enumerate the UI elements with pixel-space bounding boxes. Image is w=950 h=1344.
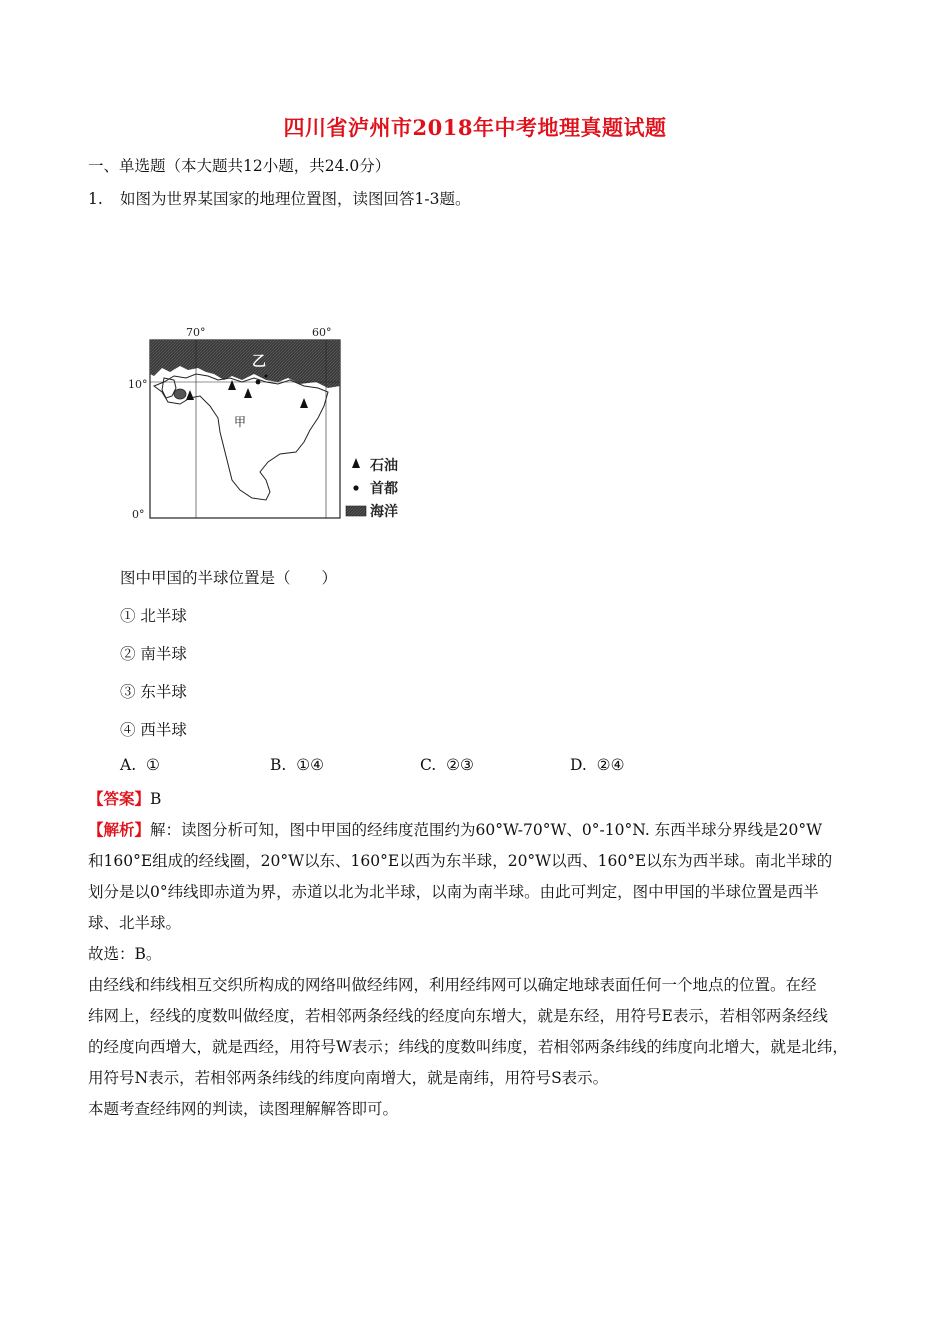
lat-label-0: 0° <box>132 508 145 521</box>
answer-tag: 【答案】 <box>88 789 151 808</box>
legend-capital-label: 首都 <box>370 481 398 497</box>
analysis-block <box>88 814 878 1125</box>
sub-question: 图中甲国的半球位置是（ ） <box>120 569 338 587</box>
option-a[interactable] <box>120 755 160 775</box>
capital-icon <box>353 485 358 490</box>
analysis-text: 解：读图分析可知，图中甲国的经纬度范围约为60°W-70°W、0°-10°N. 东西半球分界线是20°W <box>150 821 823 839</box>
option-letter: D. <box>570 756 587 774</box>
option-text: ②③ <box>446 756 474 774</box>
lat-label-10: 10° <box>128 378 148 391</box>
option-text: ①④ <box>296 756 324 774</box>
statement-3: ③ 东半球 <box>120 683 187 701</box>
section-heading: 一、单选题（本大题共12小题，共24.0分） <box>88 157 391 175</box>
analysis-line: 用符号N表示，若相邻两条纬线的纬度向南增大，就是南纬，用符号S表示。 <box>88 1069 609 1087</box>
analysis-line: 的经度向西增大，就是西经，用符号W表示；纬线的度数叫纬度，若相邻两条纬线的纬度向北增大，就是北纬， <box>88 1038 848 1056</box>
analysis-choice: 故选：B。 <box>88 945 162 963</box>
statement-1: ① 北半球 <box>120 607 187 625</box>
analysis-summary: 本题考查经纬网的判读，读图理解解答即可。 <box>88 1100 399 1118</box>
document-title: 四川省泸州市2018年中考地理真题试题 <box>283 115 667 140</box>
question-prompt: 如图为世界某国家的地理位置图，读图回答1-3题。 <box>120 190 471 208</box>
option-text: ① <box>145 756 160 774</box>
oil-icon <box>352 458 360 468</box>
statement-2: ② 南半球 <box>120 645 187 663</box>
analysis-line: 球、北半球。 <box>88 914 182 932</box>
lon-label-60: 60° <box>312 326 332 339</box>
question-number: 1. <box>88 190 103 208</box>
legend-oil-label: 石油 <box>370 458 398 474</box>
capital-icon <box>256 380 261 385</box>
option-b[interactable] <box>270 755 324 775</box>
island-label: 乙 <box>252 354 266 370</box>
geography-map <box>128 322 418 522</box>
analysis-line: 和160°E组成的经线圈，20°W以东、160°E以西为东半球，20°W以西、160°E以东为西半球。南北半球的 <box>88 852 833 870</box>
analysis-line: 纬网上，经线的度数叫做经度，若相邻两条经线的经度向东增大，就是东经，用符号E表示，若相邻两条经线 <box>88 1007 828 1025</box>
analysis-line <box>88 814 878 846</box>
answer-line <box>88 789 161 809</box>
answer-value: B <box>150 790 162 808</box>
analysis-line: 划分是以0°纬线即赤道为界，赤道以北为北半球，以南为南半球。由此可判定，图中甲国的半球位置是西半 <box>88 883 819 901</box>
statement-4: ④ 西半球 <box>120 721 187 739</box>
option-c[interactable] <box>420 755 474 775</box>
analysis-tag: 【解析】 <box>88 820 151 839</box>
ocean-icon <box>346 506 366 516</box>
option-letter: A. <box>120 756 137 774</box>
analysis-line: 由经线和纬线相互交织所构成的网络叫做经纬网，利用经纬网可以确定地球表面任何一个地点的位置。在经 <box>88 976 817 994</box>
option-d[interactable] <box>570 755 624 775</box>
legend-ocean-label: 海洋 <box>370 504 398 520</box>
option-text: ②④ <box>596 756 625 774</box>
option-letter: B. <box>270 756 287 774</box>
option-letter: C. <box>420 756 437 774</box>
country-label: 甲 <box>234 415 247 429</box>
lon-label-70: 70° <box>186 326 206 339</box>
